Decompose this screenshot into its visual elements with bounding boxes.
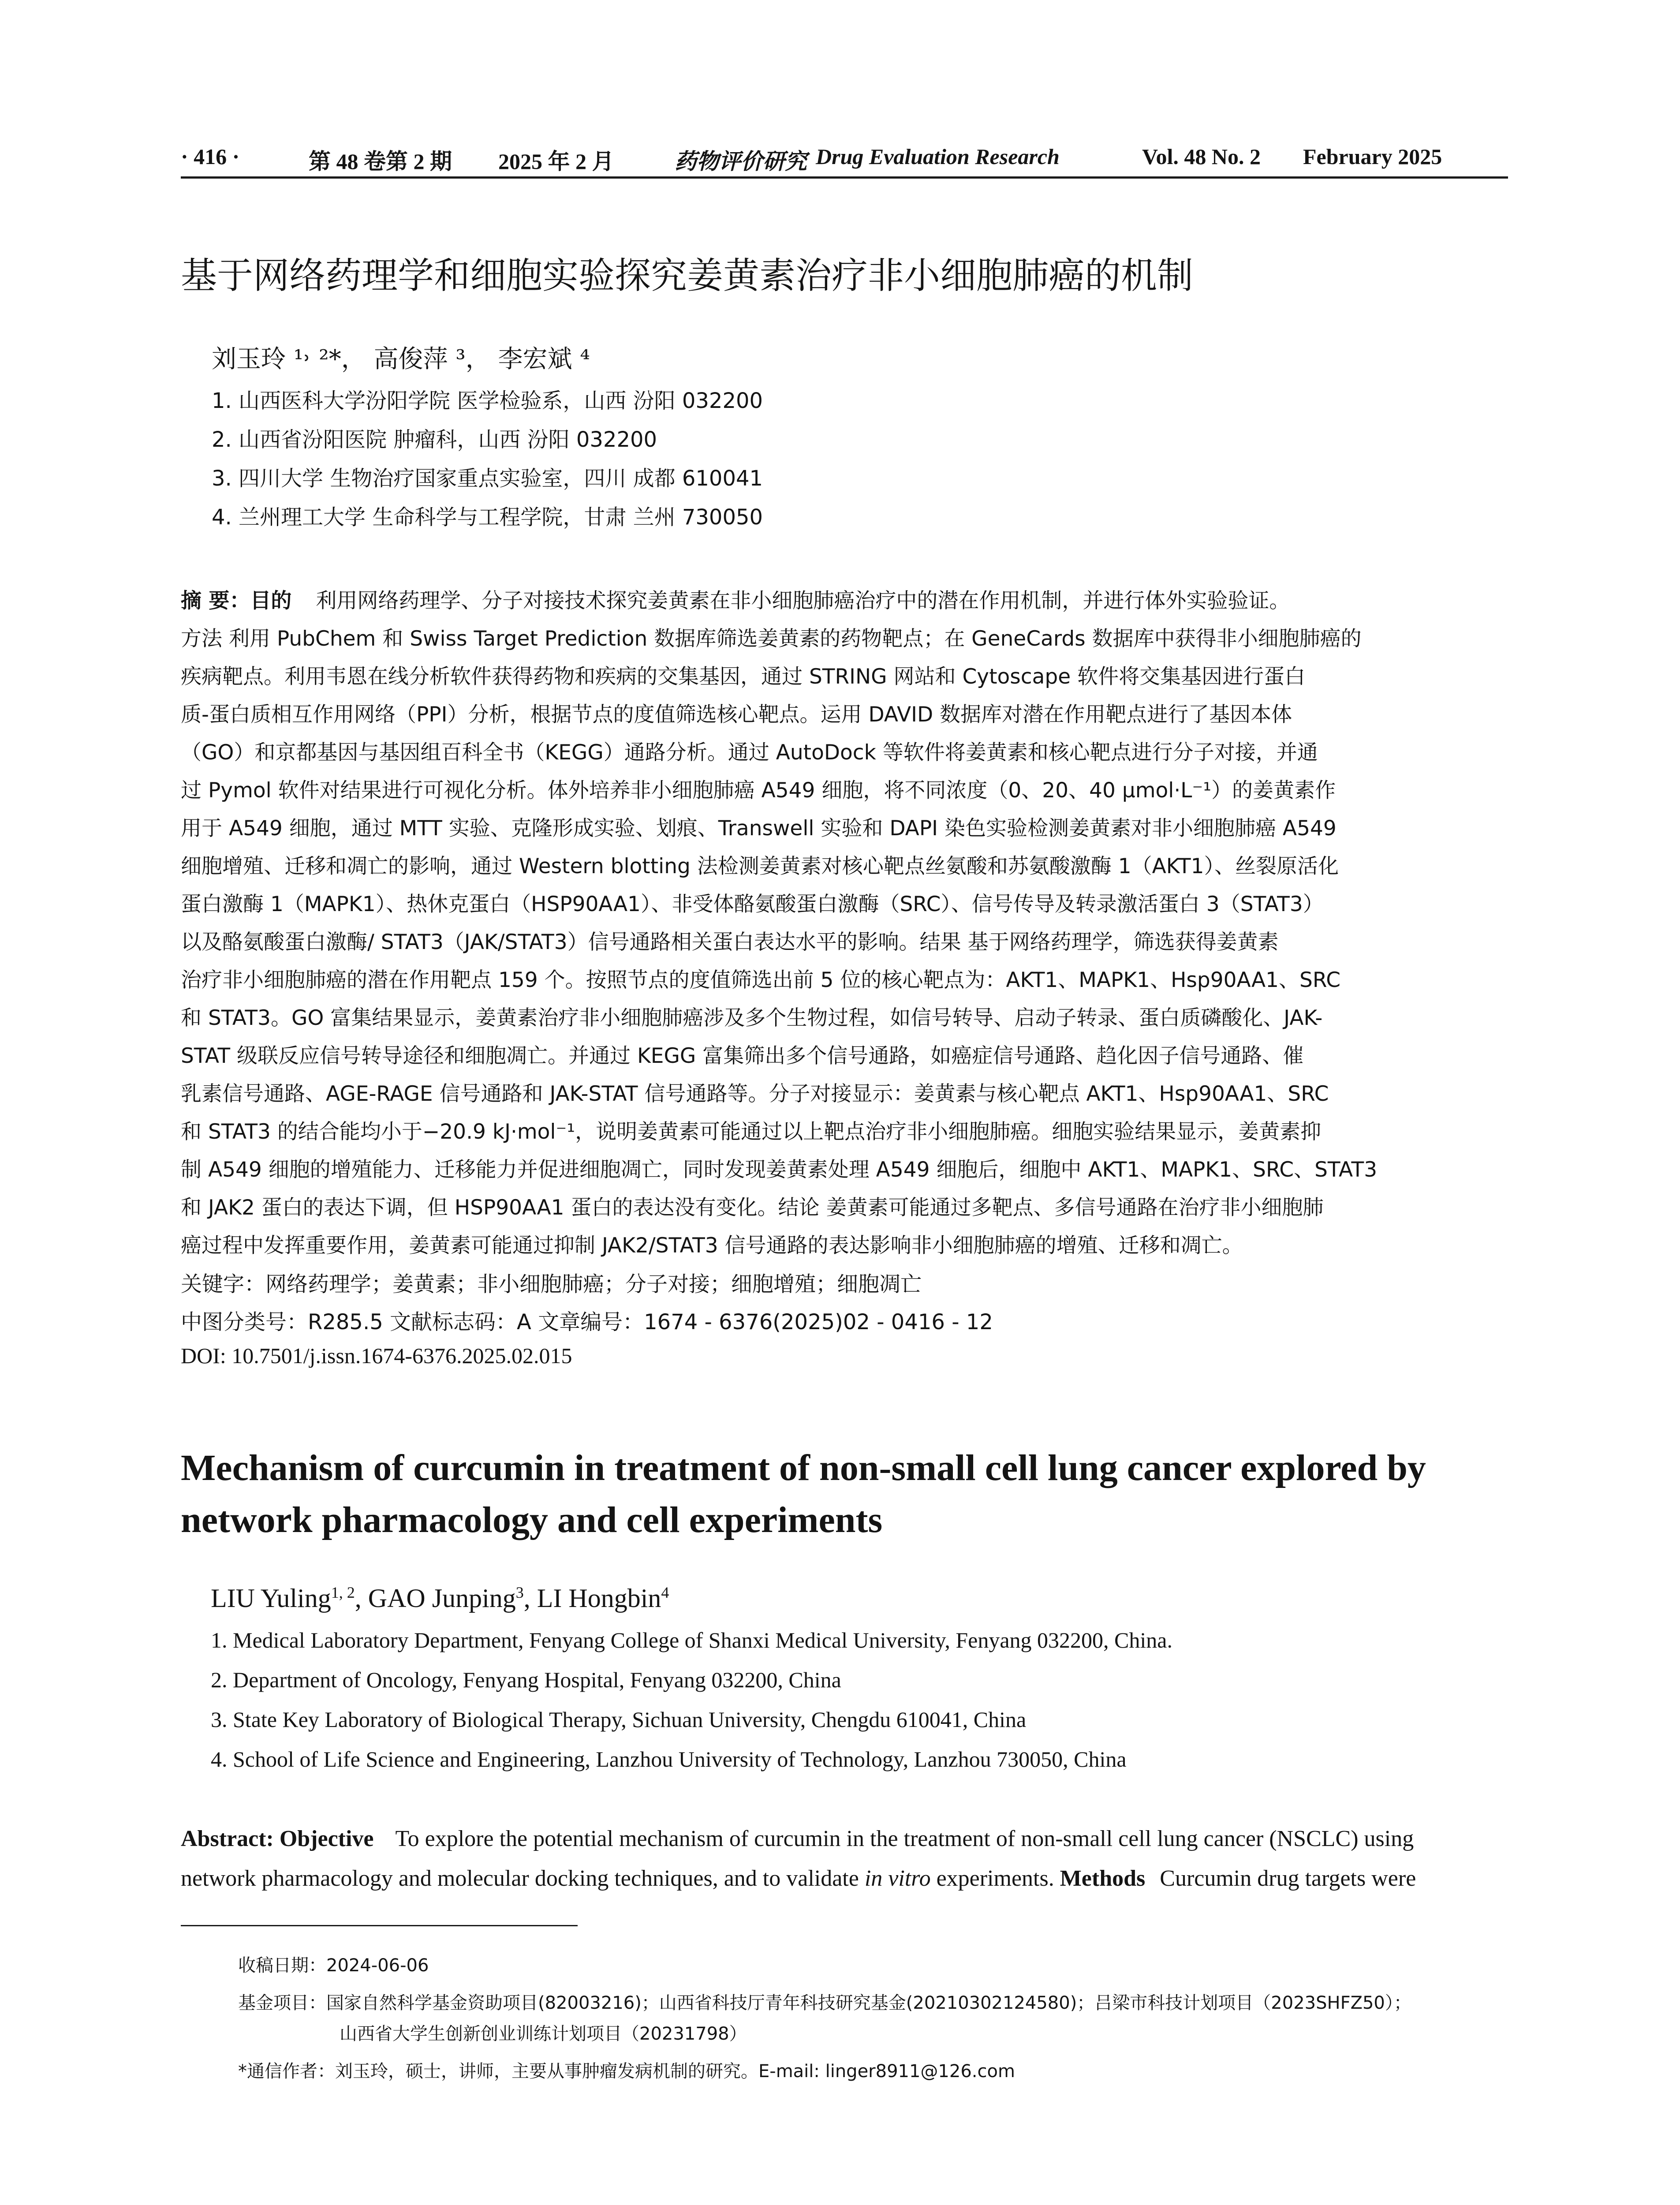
abstract-en-text: network pharmacology and molecular docking techniques, and to validate xyxy=(181,1866,859,1891)
abstract-cn-line: 细胞增殖、迁移和凋亡的影响，通过 Western blotting 法检测姜黄素对核心靶点丝氨酸和苏氨酸激酶 1（AKT1）、丝裂原活化 xyxy=(181,854,1339,878)
abstract-cn-label: 摘 要：目的 xyxy=(181,589,292,613)
abstract-cn-line: 利用网络药理学、分子对接技术探究姜黄素在非小细胞肺癌治疗中的潜在作用机制，并进行体外实验验证。 xyxy=(316,589,1290,613)
abstract-cn-line: 蛋白激酶 1（MAPK1）、热休克蛋白（HSP90AA1）、非受体酪氨酸蛋白激酶（SRC）、信号传导及转录激活蛋白 3（STAT3） xyxy=(181,892,1324,916)
affiliation-cn: 4. 兰州理工大学 生命科学与工程学院，甘肃 兰州 730050 xyxy=(212,505,763,530)
abstract-cn-line: 制 A549 细胞的增殖能力、迁移能力并促进细胞凋亡，同时发现姜黄素处理 A549 细胞后，细胞中 AKT1、MAPK1、SRC、STAT3 xyxy=(181,1158,1378,1182)
header-rule xyxy=(181,176,1508,179)
abstract-en-label: Abstract: Objective xyxy=(181,1826,374,1851)
affiliation-cn: 2. 山西省汾阳医院 肿瘤科，山西 汾阳 032200 xyxy=(212,427,657,452)
affiliation-en: 2. Department of Oncology, Fenyang Hospital, Fenyang 032200, China xyxy=(211,1667,841,1692)
authors-en xyxy=(211,1583,669,1614)
abstract-cn-line: 疾病靶点。利用韦恩在线分析软件获得药物和疾病的交集基因，通过 STRING 网站和 Cytoscape 软件将交集基因进行蛋白 xyxy=(181,665,1306,689)
abstract-en-line xyxy=(181,1826,1508,1852)
abstract-cn-line: 方法 利用 PubChem 和 Swiss Target Prediction 数据库筛选姜黄素的药物靶点；在 GeneCards 数据库中获得非小细胞肺癌的 xyxy=(181,627,1362,651)
author-en: , LI Hongbin xyxy=(523,1584,661,1613)
author-sup: 4 xyxy=(661,1584,669,1601)
abstract-en-italic: in vitro xyxy=(864,1866,931,1891)
abstract-en-methods-label: Methods xyxy=(1060,1866,1146,1891)
journal-logo: 药物评价研究 xyxy=(675,148,807,174)
abstract-en-text: Curcumin drug targets were xyxy=(1160,1866,1416,1891)
affiliation-cn: 1. 山西医科大学汾阳学院 医学检验系，山西 汾阳 032200 xyxy=(212,389,763,413)
abstract-cn-line: 用于 A549 细胞，通过 MTT 实验、克隆形成实验、划痕、Transwell 实验和 DAPI 染色实验检测姜黄素对非小细胞肺癌 A549 xyxy=(181,816,1337,841)
doi: DOI: 10.7501/j.issn.1674-6376.2025.02.015 xyxy=(181,1343,572,1368)
abstract-cn-line: 和 JAK2 蛋白的表达下调，但 HSP90AA1 蛋白的表达没有变化。结论 姜黄素可能通过多靶点、多信号通路在治疗非小细胞肺 xyxy=(181,1196,1324,1220)
journal-name-en: Drug Evaluation Research xyxy=(816,144,1060,169)
footnote: 基金项目：国家自然科学基金资助项目(82003216)；山西省科技厅青年科技研究基金(20210302124580)；吕梁市科技计划项目（2023SHFZ50）； xyxy=(238,1993,1411,2013)
abstract-cn-line: 乳素信号通路、AGE-RAGE 信号通路和 JAK-STAT 信号通路等。分子对接显示：姜黄素与核心靶点 AKT1、Hsp90AA1、SRC xyxy=(181,1082,1329,1106)
author-sup: 1, 2 xyxy=(331,1584,355,1601)
abstract-cn-line: 质-蛋白质相互作用网络（PPI）分析，根据节点的度值筛选核心靶点。运用 DAVID 数据库对潜在作用靶点进行了基因本体 xyxy=(181,703,1292,727)
author-sup: 3 xyxy=(515,1584,524,1601)
footnote-rule xyxy=(181,1925,578,1926)
abstract-en-text: experiments. xyxy=(936,1866,1054,1891)
author-en: LIU Yuling xyxy=(211,1584,331,1613)
page-number: · 416 · xyxy=(181,144,240,169)
title-cn: 基于网络药理学和细胞实验探究姜黄素治疗非小细胞肺癌的机制 xyxy=(181,255,1194,297)
abstract-cn-line: 过 Pymol 软件对结果进行可视化分析。体外培养非小细胞肺癌 A549 细胞，将不同浓度（0、20、40 μmol·L⁻¹）的姜黄素作 xyxy=(181,778,1336,803)
authors-cn: 刘玉玲 ¹˒ ²*， 高俊萍 ³， 李宏斌 ⁴ xyxy=(212,345,590,374)
keywords-cn: 关键字：网络药理学；姜黄素；非小细胞肺癌；分子对接；细胞增殖；细胞凋亡 xyxy=(181,1272,922,1297)
affiliation-en: 1. Medical Laboratory Department, Fenyang College of Shanxi Medical University, Fenyang 032200, China. xyxy=(211,1628,1172,1652)
abstract-cn-line: 和 STAT3 的结合能均小于−20.9 kJ·mol⁻¹，说明姜黄素可能通过以上靶点治疗非小细胞肺癌。细胞实验结果显示，姜黄素抑 xyxy=(181,1120,1322,1144)
date-en: February 2025 xyxy=(1303,144,1442,169)
classification-cn: 中图分类号：R285.5 文献标志码：A 文章编号：1674 - 6376(2025)02 - 0416 - 12 xyxy=(181,1310,993,1334)
affiliation-cn: 3. 四川大学 生物治疗国家重点实验室，四川 成都 610041 xyxy=(212,466,763,491)
abstract-cn-line: 和 STAT3。GO 富集结果显示，姜黄素治疗非小细胞肺癌涉及多个生物过程，如信号转导、启动子转录、蛋白质磷酸化、JAK- xyxy=(181,1006,1323,1030)
abstract-cn-line: 治疗非小细胞肺癌的潜在作用靶点 159 个。按照节点的度值筛选出前 5 位的核心靶点为：AKT1、MAPK1、Hsp90AA1、SRC xyxy=(181,968,1341,992)
issue-cn: 第 48 卷第 2 期 xyxy=(309,149,452,174)
abstract-cn-line: 癌过程中发挥重要作用，姜黄素可能通过抑制 JAK2/STAT3 信号通路的表达影响非小细胞肺癌的增殖、迁移和凋亡。 xyxy=(181,1233,1243,1258)
abstract-cn-line: （GO）和京都基因与基因组百科全书（KEGG）通路分析。通过 AutoDock 等软件将姜黄素和核心靶点进行分子对接，并通 xyxy=(181,740,1318,765)
title-en: Mechanism of curcumin in treatment of non-small cell lung cancer explored by network pharmacology and cell experiments xyxy=(181,1447,1426,1540)
volume-en: Vol. 48 No. 2 xyxy=(1142,144,1261,169)
author-en: , GAO Junping xyxy=(355,1584,516,1613)
footnote: 山西省大学生创新创业训练计划项目（20231798） xyxy=(340,2024,747,2044)
abstract-cn-line: STAT 级联反应信号转导途径和细胞凋亡。并通过 KEGG 富集筛出多个信号通路，如癌症信号通路、趋化因子信号通路、催 xyxy=(181,1044,1304,1068)
date-cn: 2025 年 2 月 xyxy=(498,149,614,174)
footnote: *通信作者：刘玉玲，硕士，讲师，主要从事肿瘤发病机制的研究。E-mail: linger8911@126.com xyxy=(238,2061,1015,2082)
abstract-cn-line: 以及酪氨酸蛋白激酶/ STAT3（JAK/STAT3）信号通路相关蛋白表达水平的影响。结果 基于网络药理学，筛选获得姜黄素 xyxy=(181,930,1279,954)
abstract-en-text: To explore the potential mechanism of curcumin in the treatment of non-small cell lung cancer (NSCLC) using xyxy=(395,1826,1414,1851)
running-header xyxy=(181,140,1508,180)
affiliation-en: 3. State Key Laboratory of Biological Therapy, Sichuan University, Chengdu 610041, China xyxy=(211,1707,1027,1732)
abstract-en-line xyxy=(181,1865,1508,1891)
affiliation-en: 4. School of Life Science and Engineering, Lanzhou University of Technology, Lanzhou 730050, China xyxy=(211,1747,1127,1771)
footnote: 收稿日期：2024-06-06 xyxy=(238,1955,429,1976)
